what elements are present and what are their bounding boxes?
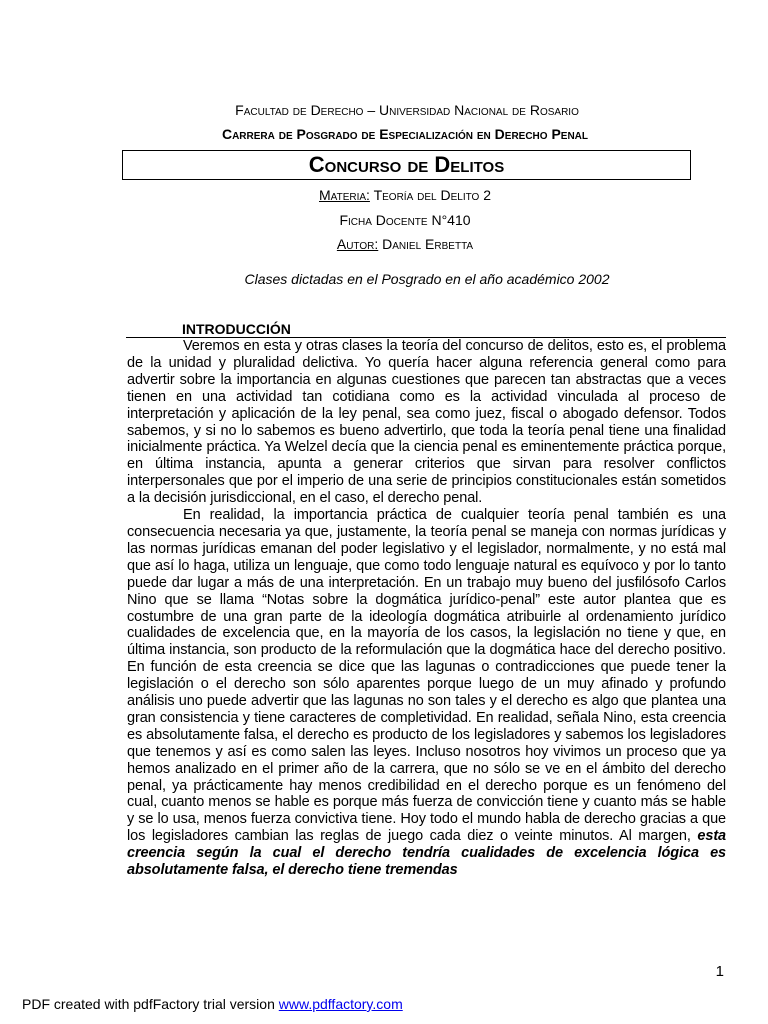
paragraph-text: En realidad, la importancia práctica de cualquier teoría penal también es una consecuencia necesaria ya que, justamente, la teoría penal se maneja con normas jurídicas y las normas jurídicas emanan del poder legislativo y el legislador, normalmente, y no está mal que así lo haga, utiliza un lenguaje, que como todo lenguaje natural es equívoco y por lo tanto puede dar lugar a más de una interpretación. En un trabajo muy bueno del jusfilósofo Carlos Nino que se llama “Notas sobre la dogmática jurídico-penal” este autor plantea que es costumbre de una gran parte de la ideología dogmática atribuirle al ordenamiento jurídico cualidades de excelencia que, en la mayoría de los casos, la legislación no tiene y que, en última instancia, son producto de la reformulación que la dogmática hace del derecho positivo. En función de esta creencia se dice que las lagunas o contradicciones que puede tener la legislación o el derecho son sólo aparentes porque luego de un muy afinado y profundo análisis uno puede advertir que las lagunas no son tales y el derecho es algo que plantea una gran consistencia y tiene caracteres de completividad. En realidad, señala Nino, esta creencia es absolutamente falsa, el derecho es producto de los legisladores y sabemos los legisladores que tenemos y así es como salen las leyes. Incluso nosotros hoy vivimos un proceso que ya hemos analizado en el primer año de la carrera, que no sólo se ve en el ámbito del derecho penal, ya prácticamente hay menos credibilidad en el derecho porque es un fenómeno del cual, cuanto menos se hable es porque más fuerza de convicción tiene y cuanto más se hable y se lo usa, menos fuerza convictiva tiene. Hoy todo el mundo habla de derecho gracias a que los legisladores cambian las reglas de juego cada diez o veinte minutos. Al margen, — [127, 507, 726, 845]
pdffactory-link[interactable]: www.pdffactory.com — [278, 996, 403, 1012]
section-heading: INTRODUCCIÓN — [182, 321, 291, 337]
materia-line — [0, 186, 768, 204]
emphasized-text: esta creencia según la cual el derecho tendría cualidades de excelencia lógica es absolutamente falsa, el derecho tiene tremendas — [127, 828, 727, 879]
career-header: Carrera de Posgrado de Especialización en Derecho Penal — [221, 126, 589, 142]
autor-value: Daniel Erbetta — [382, 236, 474, 252]
pdf-footer — [22, 995, 403, 1013]
ficha-line: Ficha Docente N°410 — [339, 212, 471, 228]
paragraph — [127, 507, 726, 879]
footer-text: PDF created with pdfFactory trial version — [22, 996, 279, 1012]
page-number: 1 — [715, 963, 724, 980]
document-title: Concurso de Delitos — [122, 150, 691, 180]
autor-line — [0, 235, 768, 253]
materia-value: Teoría del Delito 2 — [373, 187, 491, 203]
autor-label: Autor: — [336, 236, 379, 252]
paragraph: Veremos en esta y otras clases la teoría del concurso de delitos, esto es, el problema de la unidad y pluralidad delictiva. Yo quería hacer alguna referencia general como para advertir sobre la importancia en algunas cuestiones que parecen tan abstractas que a veces tienen en una actividad tan cotidiana como es la actividad vinculada al proceso de interpretación y aplicación de la ley penal, sea como juez, fiscal o abogado defensor. Todos sabemos, y si no lo sabemos es bueno advertirlo, que toda la teoría penal tiene una finalidad inicialmente práctica. Ya Welzel decía que la ciencia penal es eminentemente práctica porque, en última instancia, apunta a generar criterios que sirvan para resolver conflictos interpersonales que por el imperio de una serie de principios constitucionales están sometidos a la decisión jurisdiccional, en el caso, el derecho penal. — [127, 338, 726, 507]
body-text — [127, 338, 726, 879]
course-subtitle: Clases dictadas en el Posgrado en el año académico 2002 — [244, 271, 610, 287]
faculty-header: Facultad de Derecho – Universidad Nacional de Rosario — [235, 102, 579, 118]
materia-label: Materia: — [319, 187, 370, 203]
